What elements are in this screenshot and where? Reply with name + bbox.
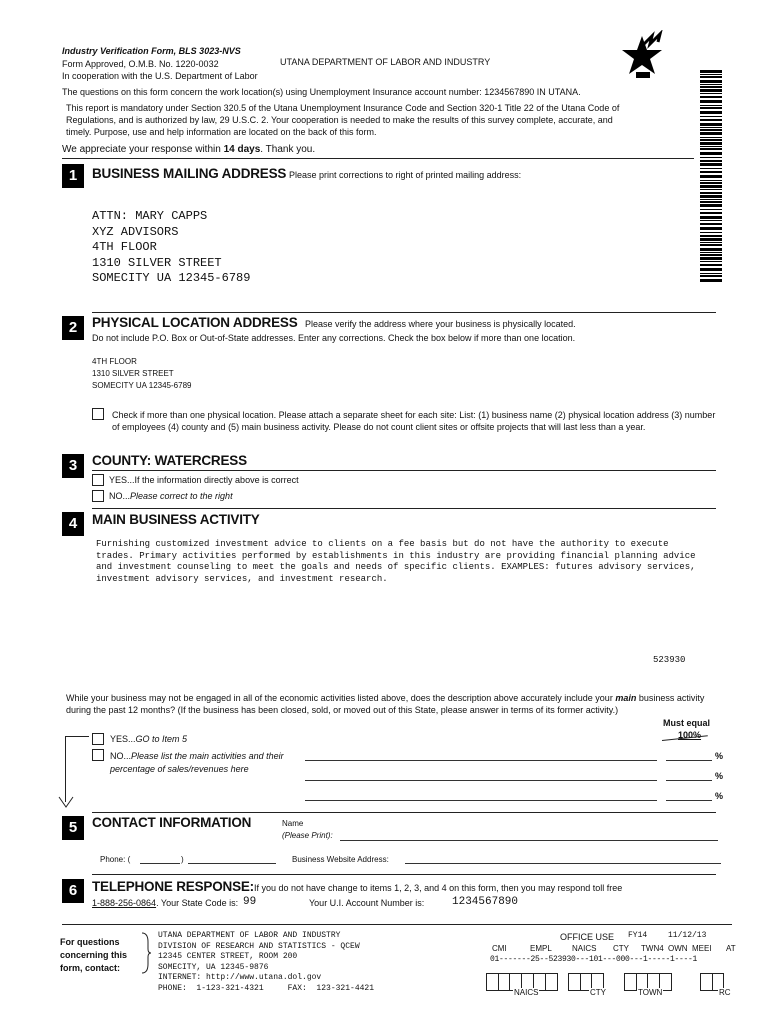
office-col-label: MEEI: [692, 944, 712, 953]
phone-area-code-field[interactable]: [140, 863, 180, 864]
office-col-label: CTY: [613, 944, 629, 953]
percent-sign: %: [715, 791, 724, 801]
fiscal-year: FY14: [628, 931, 648, 940]
activity-no-checkbox[interactable]: [92, 749, 104, 761]
section-4-number: 4: [62, 512, 84, 536]
mailing-address-line: 4TH FLOOR: [92, 240, 157, 254]
questions-contact-label: For questions concerning this form, contact:: [60, 937, 128, 973]
please-print-label: (Please Print):: [282, 831, 333, 840]
arrow-down-icon: [58, 796, 74, 808]
contact-line: INTERNET: http://www.utana.dol.gov: [158, 973, 322, 982]
section-1-instruction: Please print corrections to right of printed mailing address:: [289, 170, 522, 180]
section-6-number: 6: [62, 879, 84, 903]
activity-line-2[interactable]: [305, 780, 657, 781]
appreciate-text: We appreciate your response within 14 days. Thank you.: [62, 144, 316, 155]
account-label: Your U.I. Account Number is:: [309, 898, 425, 908]
office-col-label: AT: [726, 944, 736, 953]
contact-name-field[interactable]: [340, 840, 718, 841]
section-1-number: 1: [62, 164, 84, 188]
account-number: 1234567890: [452, 896, 519, 908]
mailing-address-line: SOMECITY UA 12345-6789: [92, 271, 251, 285]
contact-line: UTANA DEPARTMENT OF LABOR AND INDUSTRY: [158, 931, 341, 940]
contact-line: PHONE: 1-123-321-4321 FAX: 123-321-4421: [158, 983, 375, 993]
hundred-percent-label: 100%: [678, 730, 702, 740]
mailing-address: [92, 209, 250, 287]
activity-percent-3[interactable]: [666, 800, 712, 801]
county-yes-text: YES...If the information directly above is correct: [109, 475, 299, 485]
county-yes-checkbox[interactable]: [92, 474, 104, 486]
website-label: Business Website Address:: [292, 855, 389, 864]
activity-yes-checkbox[interactable]: [92, 733, 104, 745]
omb-number: Form Approved, O.M.B. No. 1220-0032: [62, 59, 219, 69]
contact-line: DIVISION OF RESEARCH AND STATISTICS - QCEW: [158, 941, 360, 951]
must-equal-label: Must equal: [663, 718, 711, 728]
section-1-title: BUSINESS MAILING ADDRESS: [92, 166, 287, 181]
department-name: UTANA DEPARTMENT OF LABOR AND INDUSTRY: [280, 57, 491, 67]
state-star-logo-icon: [622, 30, 668, 82]
physical-address-line: 1310 SILVER STREET: [92, 369, 174, 378]
section-2-note: Do not include P.O. Box or Out-of-State addresses. Enter any corrections. Check the box below if more than one location.: [92, 333, 576, 343]
state-code: 99: [243, 896, 257, 908]
office-use-label: OFFICE USE: [560, 932, 615, 942]
section-3-number: 3: [62, 454, 84, 478]
section-5-number: 5: [62, 816, 84, 840]
activity-yes-text: YES...GO to Item 5: [110, 734, 188, 744]
office-box-label: RC: [719, 988, 731, 997]
activity-description: Furnishing customized investment advice to clients on a fee basis but do not have the authority to execute trades. Primary activities performed by establishments in this industry are providing financial planning advice and investment counseling to meet the goals and needs of specific clients. EXAMPLES: futures advisory services, investment advisory services, and investment research.: [96, 539, 696, 584]
brace-icon: [140, 932, 152, 974]
activity-line-3[interactable]: [305, 800, 657, 801]
mailing-address-line: 1310 SILVER STREET: [92, 255, 222, 270]
multi-location-text: Check if more than one physical location. Please attach a separate sheet for each site: List: (1) business name (2) physical location address (3) number of employees (4) county and (5) main business activity. Please do not count client sites or offsite projects that will last less than a year.: [112, 410, 716, 432]
office-col-label: CMI: [492, 944, 507, 953]
office-col-label: TWN4: [641, 944, 664, 953]
section-2-number: 2: [62, 316, 84, 340]
telephone-response-line: 1-888-256-0864. Your State Code is:: [92, 898, 239, 908]
website-field[interactable]: [405, 863, 721, 864]
office-col-label: OWN: [668, 944, 688, 953]
section-2-instruction: Please verify the address where your business is physically located.: [305, 319, 576, 329]
county-no-text: NO...Please correct to the right: [109, 491, 233, 501]
office-entry-box[interactable]: [498, 973, 510, 991]
barcode-icon: [700, 70, 722, 284]
section-5-title: CONTACT INFORMATION: [92, 815, 252, 830]
physical-address: [92, 356, 191, 392]
contact-line: SOMECITY, UA 12345-9876: [158, 962, 269, 972]
county-no-checkbox[interactable]: [92, 490, 104, 502]
percent-sign: %: [715, 751, 724, 761]
physical-address-line: SOMECITY UA 12345-6789: [92, 381, 192, 390]
cooperation-text: In cooperation with the U.S. Department of Labor: [62, 71, 258, 81]
activity-percent-2[interactable]: [666, 780, 712, 781]
multi-location-checkbox[interactable]: [92, 408, 104, 420]
activity-percent-1[interactable]: [666, 760, 712, 761]
questions-line: The questions on this form concern the work location(s) using Unemployment Insurance account number: 1234567890 IN UTANA.: [62, 87, 581, 97]
office-col-label: NAICS: [572, 944, 597, 953]
phone-number-field[interactable]: [188, 863, 276, 864]
activity-question: While your business may not be engaged in all of the economic activities listed above, does the description above accurately include your main business activity during the past 12 months? (If the business has been closed, sold, or moved out of this State, please answer in terms of its former activity.): [66, 693, 705, 715]
toll-free-number[interactable]: 1-888-256-0864: [92, 898, 157, 908]
office-box-label: CTY: [590, 988, 606, 997]
form-date: 11/12/13: [668, 931, 707, 940]
section-2-title: PHYSICAL LOCATION ADDRESS: [92, 315, 298, 330]
office-col-label: EMPL: [530, 944, 552, 953]
mailing-address-line: ATTN: MARY CAPPS: [92, 209, 208, 223]
contact-line: 12345 CENTER STREET, ROOM 200: [158, 952, 298, 961]
contact-address: [158, 931, 374, 994]
phone-label: Phone: (: [100, 855, 131, 864]
telephone-response-text: If you do not have change to items 1, 2, 3, and 4 on this form, then you may respond toll free: [254, 883, 623, 893]
naics-code: 523930: [653, 655, 686, 665]
office-use-codes: 01-------25--523930---101---000---1-----1----1: [490, 955, 698, 964]
mandatory-text: This report is mandatory under Section 320.5 of the Utana Unemployment Insurance Code and Section 320-1 Title 22 of the Utana Code of Regulations, and is authorized by law, 29 U.S.C. 2. Your cooperation is needed to make the results of this survey complete, accurate, and timely. Purpose, use and help information are located on the back of this form.: [66, 103, 620, 137]
office-box-label: NAICS: [514, 988, 539, 997]
office-use-columns: [490, 944, 740, 954]
name-label: Name: [282, 819, 304, 828]
section-6-title: TELEPHONE RESPONSE:: [92, 879, 254, 894]
form-title: Industry Verification Form, BLS 3023-NVS: [62, 46, 241, 56]
mailing-address-line: XYZ ADVISORS: [92, 224, 179, 239]
physical-address-line: 4TH FLOOR: [92, 357, 137, 366]
percent-sign: %: [715, 771, 724, 781]
office-entry-box[interactable]: [546, 973, 558, 991]
section-4-title: MAIN BUSINESS ACTIVITY: [92, 512, 260, 527]
activity-no-text: NO...Please list the main activities and their percentage of sales/revenues here: [110, 751, 284, 774]
office-box-label: TOWN: [638, 988, 663, 997]
section-3-title: COUNTY: WATERCRESS: [92, 453, 247, 468]
phone-close-paren: ): [181, 855, 184, 864]
activity-line-1[interactable]: [305, 760, 657, 761]
